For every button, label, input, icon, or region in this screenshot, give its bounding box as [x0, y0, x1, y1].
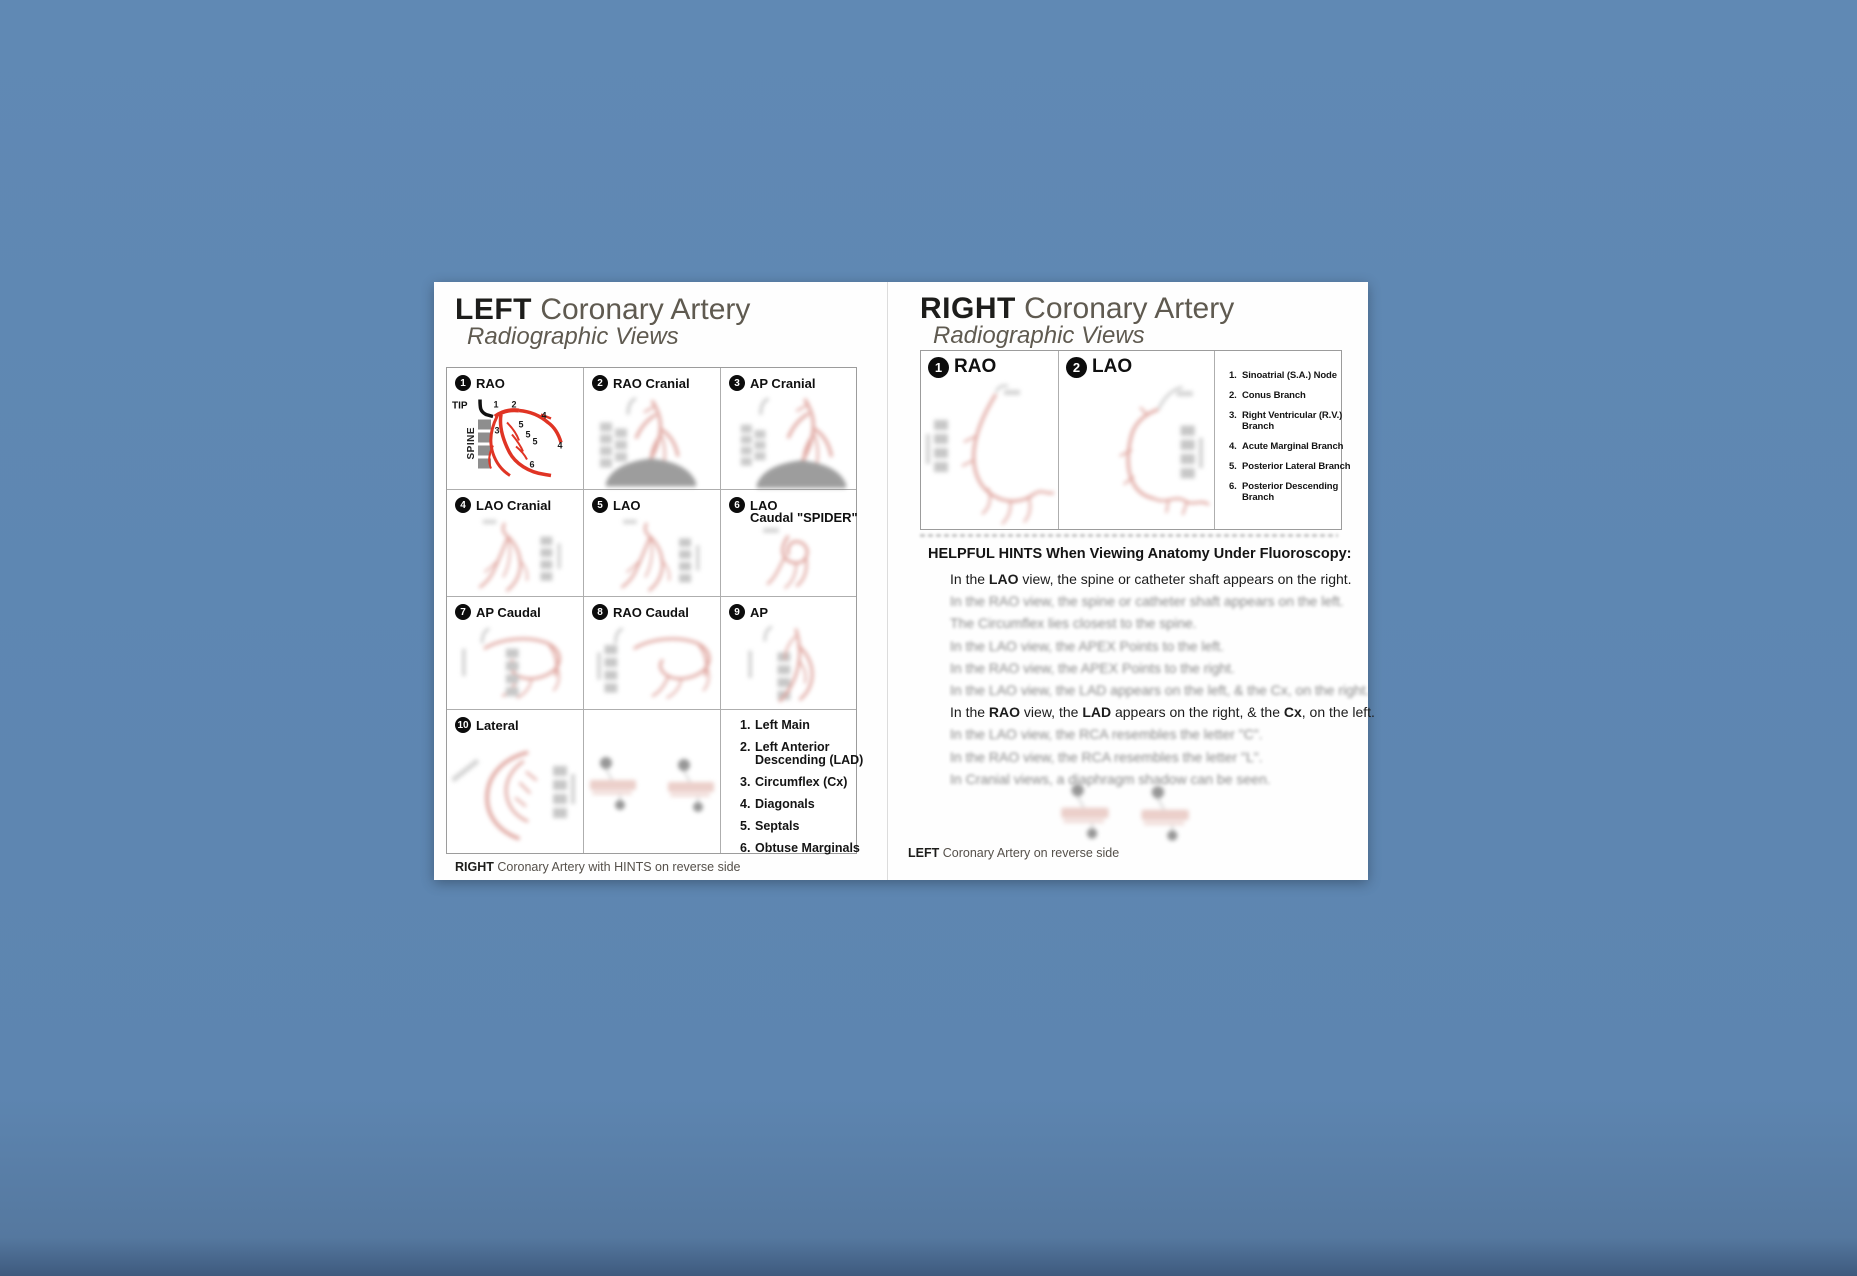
cell-label: 8 RAO Caudal — [592, 604, 689, 620]
hint-line-blurred: In the RAO view, the RCA resembles the letter "L". — [950, 748, 1263, 765]
view-cell-lao — [584, 490, 720, 596]
number-badge: 3 — [729, 375, 745, 391]
legend-item: 4. Acute Marginal Branch — [1229, 441, 1344, 452]
view-cell-ap — [721, 597, 856, 709]
hint-line: In the LAO view, the spine or catheter shaft appears on the right. — [950, 571, 1352, 587]
view-cell-rao-caudal — [584, 597, 720, 709]
artery-diagram-rao-annotated — [447, 394, 583, 489]
legend-item: 5. Posterior Lateral Branch — [1229, 461, 1351, 472]
cell-sublabel: Caudal "SPIDER" — [750, 510, 858, 525]
svg-text:4: 4 — [557, 440, 563, 451]
artery-image-blurred — [447, 518, 583, 596]
view-cell-diaphragm-figures — [584, 710, 720, 853]
artery-image-blurred — [584, 625, 720, 709]
left-title-rest: Coronary Artery — [532, 293, 751, 326]
cell-label: 1 RAO — [455, 375, 505, 391]
svg-text:3: 3 — [494, 425, 500, 436]
legend-item: 4. Diagonals — [740, 797, 815, 811]
cell-label: 2 RAO Cranial — [592, 375, 690, 391]
cell-label: 7 AP Caudal — [455, 604, 541, 620]
view-cell-ap-caudal — [447, 597, 583, 709]
svg-text:4: 4 — [541, 410, 547, 421]
cell-label: 1 RAO — [928, 356, 996, 378]
artery-image-blurred — [924, 383, 1054, 527]
view-cell-lao-cranial — [447, 490, 583, 596]
view-cell-ap-cranial — [721, 368, 856, 489]
legend-item: 1. Left Main — [740, 718, 810, 732]
cell-label: 2 LAO — [1066, 356, 1132, 378]
cell-label: 4 LAO Cranial — [455, 497, 551, 513]
number-badge: 10 — [455, 717, 471, 733]
hint-line-blurred: In Cranial views, a diaphragm shadow can be seen. — [950, 770, 1271, 787]
legend-item: 5. Septals — [740, 819, 800, 833]
right-title-bold: RIGHT — [920, 292, 1016, 325]
hint-line-blurred: In the LAO view, the RCA resembles the letter "C". — [950, 726, 1263, 743]
number-badge: 1 — [928, 357, 949, 378]
left-branch-legend-cell — [721, 710, 864, 855]
number-badge: 2 — [592, 375, 608, 391]
legend-item: 2. Conus Branch — [1229, 390, 1306, 401]
svg-text:5: 5 — [518, 419, 524, 430]
svg-text:SPINE: SPINE — [466, 426, 477, 460]
diaphragm-figures-blurred — [1050, 782, 1200, 854]
legend-item: 2. Left Anterior Descending (LAD) — [740, 740, 864, 767]
right-title-rest: Coronary Artery — [1015, 292, 1235, 325]
right-page-subtitle: Radiographic Views — [933, 322, 1145, 349]
view-cell-rao-cranial — [584, 368, 720, 489]
svg-text:6: 6 — [529, 459, 535, 470]
view-cell-rca-lao — [1059, 351, 1214, 529]
hint-line-blurred: In the RAO view, the spine or catheter shaft appears on the left. — [950, 593, 1344, 610]
helpful-hints-title: HELPFUL HINTS When Viewing Anatomy Under Fluoroscopy: — [928, 546, 1352, 562]
artery-image-blurred — [721, 396, 856, 489]
right-views-grid — [920, 350, 1351, 530]
legend-item: 6. Obtuse Marginals — [740, 841, 860, 855]
right-page-caption: LEFT Coronary Artery on reverse side — [908, 846, 1120, 860]
left-views-grid — [446, 367, 864, 855]
artery-image-blurred — [721, 526, 856, 596]
number-badge: 6 — [729, 497, 745, 513]
legend-item: 3. Right Ventricular (R.V.) Branch — [1229, 410, 1343, 432]
view-cell-lateral — [447, 710, 583, 853]
coronary-reference-card — [434, 282, 1375, 880]
right-page-title — [920, 294, 1234, 324]
hint-line-blurred: The Circumflex lies closest to the spine. — [950, 615, 1197, 632]
cell-label: 6 LAO — [729, 497, 777, 513]
view-cell-rca-rao — [921, 351, 1058, 529]
left-branch-legend — [740, 719, 867, 864]
left-title-bold: LEFT — [455, 293, 532, 326]
page-fold-divider — [887, 282, 888, 880]
svg-text:2: 2 — [511, 399, 517, 410]
helpful-hints-list — [950, 571, 1375, 793]
cell-label: 5 LAO — [592, 497, 640, 513]
legend-item: 6. Posterior Descending Branch — [1229, 481, 1339, 503]
diaphragm-figures-blurred — [590, 755, 714, 825]
number-badge: 8 — [592, 604, 608, 620]
cell-label: 10 Lateral — [455, 717, 519, 733]
fine-print-blurred — [920, 534, 1338, 537]
hint-line-blurred: In the RAO view, the APEX Points to the right. — [950, 659, 1235, 676]
legend-item: 3. Circumflex (Cx) — [740, 775, 848, 789]
hint-line-blurred: In the LAO view, the APEX Points to the left. — [950, 637, 1224, 654]
number-badge: 5 — [592, 497, 608, 513]
artery-image-blurred — [1061, 383, 1211, 527]
view-cell-rao — [447, 368, 583, 489]
number-badge: 4 — [455, 497, 471, 513]
svg-text:TIP: TIP — [452, 400, 468, 412]
svg-text:5: 5 — [525, 429, 531, 440]
svg-text:5: 5 — [532, 436, 538, 447]
right-branch-legend — [1229, 370, 1354, 512]
hint-line-blurred: In the LAO view, the LAD appears on the left, & the Cx, on the right. — [950, 681, 1370, 698]
artery-image-blurred — [584, 396, 720, 489]
number-badge: 9 — [729, 604, 745, 620]
number-badge: 2 — [1066, 357, 1087, 378]
cell-label: 3 AP Cranial — [729, 375, 816, 391]
svg-text:1: 1 — [493, 399, 499, 410]
number-badge: 7 — [455, 604, 471, 620]
left-page-caption: RIGHT Coronary Artery with HINTS on reverse side — [455, 860, 741, 874]
artery-image-blurred — [584, 518, 720, 596]
artery-image-blurred — [447, 741, 583, 853]
right-branch-legend-cell — [1215, 351, 1351, 529]
left-page-title — [455, 295, 750, 325]
legend-item: 1. Sinoatrial (S.A.) Node — [1229, 370, 1337, 381]
left-page-subtitle: Radiographic Views — [467, 323, 679, 350]
cell-label: 9 AP — [729, 604, 768, 620]
view-cell-lao-caudal-spider — [721, 490, 856, 596]
artery-image-blurred — [721, 625, 856, 709]
artery-image-blurred — [447, 625, 583, 709]
number-badge: 1 — [455, 375, 471, 391]
hint-line: In the RAO view, the LAD appears on the right, & the Cx, on the left. — [950, 704, 1375, 721]
